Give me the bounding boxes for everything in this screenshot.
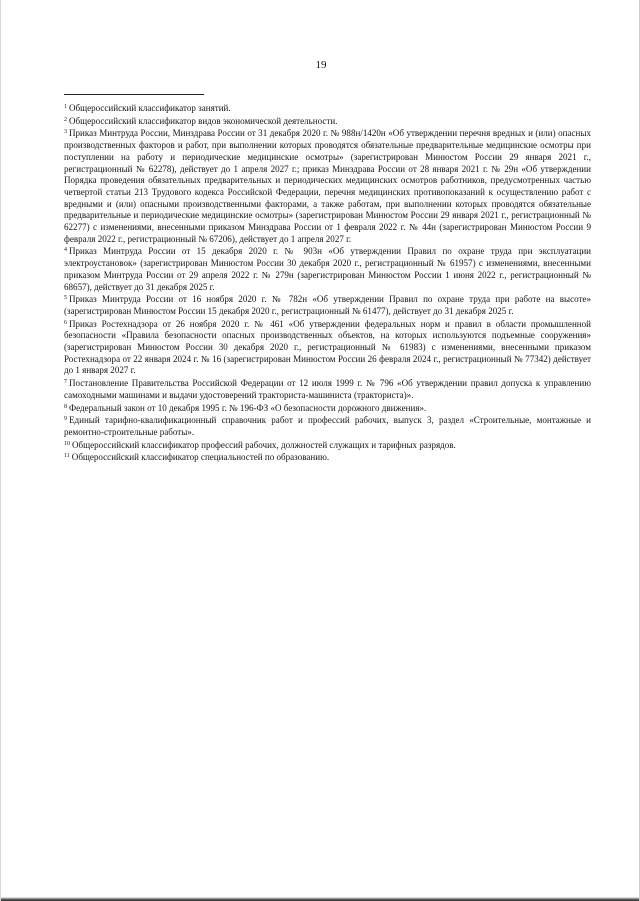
footnote-separator xyxy=(64,94,204,95)
footnote-marker: 4 xyxy=(64,247,67,254)
page-number: 19 xyxy=(315,59,327,71)
footnote-4 xyxy=(64,246,591,293)
footnote-text: Общероссийский классификатор профессий рабочих, должностей служащих и тарифных разрядов. xyxy=(72,439,456,450)
footnote-marker: 2 xyxy=(64,116,67,123)
footnote-7 xyxy=(64,378,591,401)
footnote-marker: 11 xyxy=(64,453,70,460)
footnote-marker: 1 xyxy=(64,104,67,110)
footnote-2 xyxy=(64,116,591,128)
footnote-marker: 3 xyxy=(64,129,67,136)
scan-edge xyxy=(1,897,639,901)
footnote-marker: 8 xyxy=(64,403,67,410)
footnote-text: Постановление Правительства Российской Федерации от 12 июля 1999 г. № 796 «Об утверждении правил допуска к управлению самоходными машинами и выдачи удостоверений тракториста-машиниста (тракториста)». xyxy=(64,378,591,400)
footnote-text: Федеральный закон от 10 декабря 1995 г. № 196-ФЗ «О безопасности дорожного движения». xyxy=(69,402,427,413)
footnote-10 xyxy=(64,440,591,452)
footnote-text: Единый тарифно-квалификационный справочник работ и профессий рабочих, выпуск 3, раздел «Строительные, монтажные и ремонтно-строительные работы». xyxy=(64,415,591,437)
footnote-1 xyxy=(64,103,591,115)
footnote-text: Приказ Минтруда России от 15 декабря 2020 г. № 903н «Об утверждении Правил по охране труда при эксплуатации электроустановок» (зарегистрирован Минюстом России 30 декабря 2020 г., регистрационный № 61957) с изменениями, внесенными приказом Минтруда России от 29 апреля 2022 г. № 279н (зарегистрирован Минюстом России 1 июня 2022 г., регистрационный № 68657), действует до 31 декабря 2025 г. xyxy=(64,246,591,292)
footnote-text: Общероссийский классификатор видов экономической деятельности. xyxy=(69,115,338,126)
footnotes-list xyxy=(64,103,591,465)
footnote-marker: 6 xyxy=(64,319,67,326)
footnote-5 xyxy=(64,294,591,317)
footnote-text: Приказ Ростехнадзора от 26 ноября 2020 г. № 461 «Об утверждении федеральных норм и правил в области промышленной безопасности «Правила безопасности опасных производственных объектов, на которых используются подъемные сооружения» (зарегистрирован Минюстом России 30 декабря 2020 г., регистрационный № 61983) с изменениями, внесенными приказом Ростехнадзора от 22 января 2024 г. № 16 (зарегистрирован Минюстом России 26 февраля 2024 г., регистрационный № 77342) действует до 1 января 2027 г. xyxy=(64,318,591,376)
footnote-marker: 9 xyxy=(64,416,67,423)
footnote-6 xyxy=(64,319,591,378)
footnote-marker: 7 xyxy=(64,379,67,386)
footnote-marker: 10 xyxy=(64,440,70,447)
footnote-text: Приказ Минтруда России от 16 ноября 2020 г. № 782н «Об утверждении Правил по охране труда при работе на высоте» (зарегистрирован Минюстом России 15 декабря 2020 г., регистрационный № 61477), действует до 31 декабря 2025 г. xyxy=(64,294,591,316)
footnote-text: Общероссийский классификатор занятий. xyxy=(69,103,231,113)
footnote-8 xyxy=(64,403,591,415)
footnote-text: Общероссийский классификатор специальностей по образованию. xyxy=(71,452,330,463)
footnote-11 xyxy=(64,452,591,464)
footnote-9 xyxy=(64,415,591,438)
footnote-text: Приказ Минтруда России, Минздрава России от 31 декабря 2020 г. № 988н/1420н «Об утверждении перечня вредных и (или) опасных производственных факторов и работ, при выполнении которых проводятся обязательные предварительные медицинские осмотры при поступлении на работу и периодические медицинские осмотры» (зарегистрирован Минюстом России 29 января 2021 г., регистрационный № 62278), действует до 1 апреля 2027 г.; приказ Минздрава России от 28 января 2021 г. № 29н «Об утверждении Порядка проведения обязательных предварительных и периодических медицинских осмотров работников, предусмотренных частью четвертой статьи 213 Трудового кодекса Российской Федерации, перечня медицинских противопоказаний к осуществлению работ с вредными и (или) опасными производственными факторами, а также работам, при выполнении которых проводятся обязательные предварительные и периодические медицинские осмотры» (зарегистрирован Минюстом России 29 января 2021 г., регистрационный № 62277) с изменениями, внесенными приказом Минздрава России от 1 февраля 2022 г. № 44н (зарегистрирован Минюстом России 9 февраля 2022 г., регистрационный № 67206), действует до 1 апреля 2027 г. xyxy=(64,128,591,244)
footnote-marker: 5 xyxy=(64,295,67,302)
footnote-3 xyxy=(64,128,591,245)
